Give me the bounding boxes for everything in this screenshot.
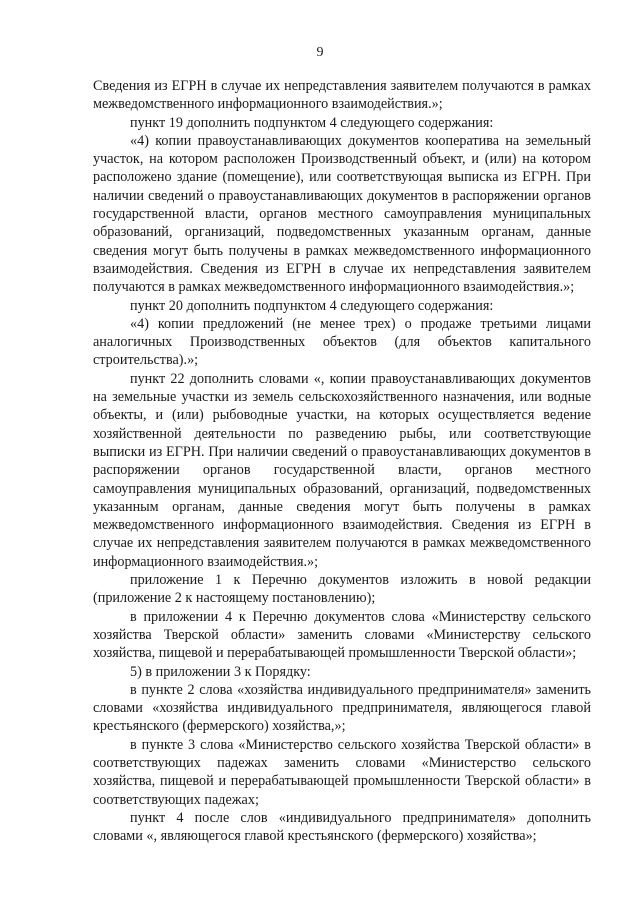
paragraph-3: «4) копии правоустанавливающих документов кооператива на земельный участок, на котором расположен Производственный объект, и (или) на котором расположено здание (помещение), или соответствующая выписка из ЕГРН. При наличии сведений о правоустанавливающих документов в распоряжении органов государственной власти, органов местного самоуправления муниципальных образований, организаций, подведомственных указанным органам, данные сведения могут быть получены в рамках межведомственного информационного взаимодействия. Сведения из ЕГРН в случае их непредставления заявителем получаются в рамках межведомственного информационного взаимодействия.»; [93, 132, 591, 296]
paragraph-9: 5) в приложении 3 к Порядку: [130, 663, 311, 680]
paragraph-2: пункт 19 дополнить подпунктом 4 следующего содержания: [130, 114, 494, 131]
page-number: 9 [316, 45, 324, 60]
paragraph-8: в приложении 4 к Перечню документов слова «Министерству сельского хозяйства Тверской области» заменить словами «Министерству сельского хозяйства, пищевой и перерабатывающей промышленности Тверской области»; [93, 608, 591, 662]
paragraph-12: пункт 4 после слов «индивидуального предпринимателя» дополнить словами «, являющегося главой крестьянского (фермерского) хозяйства»; [93, 809, 591, 845]
paragraph-1: Сведения из ЕГРН в случае их непредставления заявителем получаются в рамках межведомственного информационного взаимодействия.»; [93, 78, 591, 113]
paragraph-10: в пункте 2 слова «хозяйства индивидуального предпринимателя» заменить словами «хозяйства индивидуального предпринимателя, являющегося главой крестьянского (фермерского) хозяйства,»; [93, 681, 591, 735]
paragraph-5: «4) копии предложений (не менее трех) о продаже третьими лицами аналогичных Производственных объектов (для объектов капитального строительства).»; [93, 315, 591, 369]
paragraph-11: в пункте 3 слова «Министерство сельского хозяйства Тверской области» в соответствующих падежах заменить словами «Министерство сельского хозяйства, пищевой и перерабатывающей промышленности Тверской области» в соответствующих падежах; [93, 736, 591, 808]
paragraph-7: приложение 1 к Перечню документов изложить в новой редакции (приложение 2 к настоящему постановлению); [93, 572, 591, 607]
paragraph-6: пункт 22 дополнить словами «, копии правоустанавливающих документов на земельные участки из земель сельскохозяйственного назначения, или водные объекты, и (или) рыбоводные участки, на которых осуществляется ведение хозяйственной деятельности по разведению рыбы, или соответствующие выписки из ЕГРН. При наличии сведений о правоустанавливающих документов в распоряжении органов государственной власти, органов местного самоуправления муниципальных образований, организаций, подведомственных указанным органам, данные сведения могут быть получены в рамках межведомственного информационного взаимодействия. Сведения из ЕГРН в случае их непредставления заявителем получаются в рамках межведомственного информационного взаимодействия.»; [93, 370, 591, 570]
document-body [93, 77, 591, 845]
paragraph-4: пункт 20 дополнить подпунктом 4 следующего содержания: [130, 297, 494, 314]
